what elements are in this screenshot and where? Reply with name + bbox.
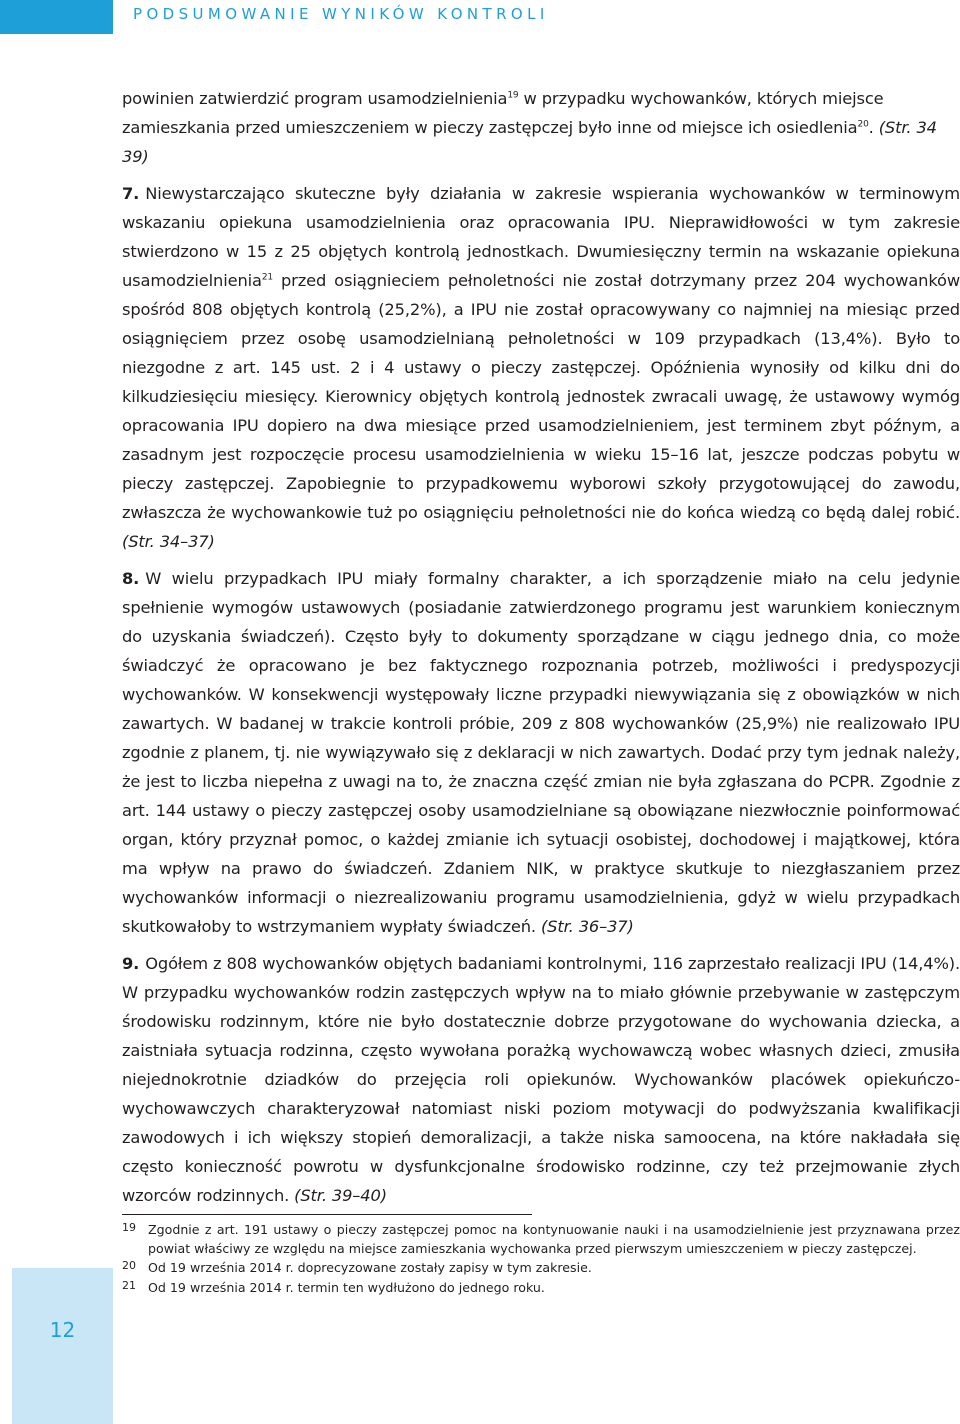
footnote-divider [122,1214,532,1215]
running-header-title: PODSUMOWANIE WYNIKÓW KONTROLI [133,5,549,23]
page-reference: (Str. 39–40) [294,1186,387,1205]
footnote-21 [122,1279,960,1298]
footnote-number: 20 [122,1259,136,1272]
main-text [122,84,960,1210]
footnote-text: Od 19 września 2014 r. termin ten wydłużono do jednego roku. [148,1279,545,1295]
page-number-box [12,1268,113,1424]
page-reference: (Str. 36–37) [540,917,634,936]
footnote-text: Zgodnie z art. 191 ustawy o pieczy zastępczej pomoc na kontynuowanie nauki i na usamodzielnienie jest przyznawana przez powiat właściwy ze względu na miejsce zamieszkania wychowanka przed pierwszym umieszczeniem w pieczy zastępczej. [148,1222,960,1256]
footnote-text: Od 19 września 2014 r. doprecyzowane zostały zapisy w tym zakresie. [148,1260,592,1275]
paragraph-number: 8. [122,569,140,588]
footnote-number: 19 [122,1221,136,1234]
paragraph-8: 8. W wielu przypadkach IPU miały formalny charakter, a ich sporządzenie miało na celu jedynie spełnienie wymogów ustawowych (posiadanie zatwierdzonego programu jest warunkiem koniecznym do uzyskania świadczeń). Często były to dokumenty sporządzane w ciągu jednego dnia, co może świadczyć że opracowano je bez faktycznego rozpoznania potrzeb, możliwości i predyspozycji wychowanków. W konsekwencji występowały liczne przypadki niewywiązania się z obowiązków w nich zawartych. W badanej w trakcie kontroli próbie, 209 z 808 wychowanków (25,9%) nie realizowało IPU zgodnie z planem, tj. nie wywiązywało się z deklaracji w nich zawartych. Dodać przy tym jednak należy, że jest to liczba niepełna z uwagi na to, że znaczna część zmian nie była zgłaszana do PCPR. Zgodnie z art. 144 ustawy o pieczy zastępczej osoby usamodzielniane są obowiązane niezwłocznie poinformować organ, który przyznał pomoc, o każdej zmianie ich sytuacji osobistej, dochodowej i majątkowej, która ma wpływ na prawo do świadczeń. Zdaniem NIK, w praktyce skutkuje to niezgłaszaniem przez wychowanków informacji o niezrealizowaniu programu usamodzielnienia, gdyż w wielu przypadkach skutkowałoby to wstrzymaniem wypłaty świadczeń. (Str. 36–37) [122,569,960,936]
paragraph-number: 7. [122,184,140,203]
paragraph-7: 7. Niewystarczająco skuteczne były działania w zakresie wspierania wychowanków w terminowym wskazaniu opiekuna usamodzielnienia oraz opracowania IPU. Nieprawidłowości w tym zakresie stwierdzono w 15 z 25 objętych kontrolą jednostkach. Dwumiesięczny termin na wskazanie opiekuna usamodzielnienia$^{21}$ przed osiągnieciem pełnoletności nie został dotrzymany przez 204 wychowanków spośród 808 objętych kontrolą (25,2%), a IPU nie został opracowywany co najmniej na miesiąc przed osiągnięciem przez osobę usamodzielnianą pełnoletności w 109 przypadkach (13,4%). Było to niezgodne z art. 145 ust. 2 i 4 ustawy o pieczy zastępczej. Opóźnienia wynosiły od kilku dni do kilkudziesięciu miesięcy. Kierownicy objętych kontrolą jednostek zwracali uwagę, że ustawowy wymóg opracowania IPU dopiero na dwa miesiące przed usamodzielnieniem, jest terminem zbyt późnym, a zasadnym jest rozpoczęcie procesu usamodzielnienia w wieku 15–16 lat, jeszcze podczas pobytu w pieczy zastępczej. Zapobiegnie to przypadkowemu wyborowi szkoły przygotowującej do zawodu, zwłaszcza że wychowankowie tuż po osiągnięciu pełnoletności nie do końca wiedzą co będą dalej robić. (Str. 34–37) [122,184,960,551]
paragraph-number: 9. [122,954,140,973]
footnote-number: 21 [122,1278,136,1292]
footnote-20 [122,1259,960,1278]
footnotes [122,1221,960,1298]
page-reference: (Str. 34–37) [122,532,215,551]
footnote-ref-21[interactable]: 21 [261,272,273,283]
footnote-ref-19[interactable]: 19 [507,90,519,101]
footnote-ref-20[interactable]: 20 [857,119,869,130]
page-number: 12 [49,1318,76,1342]
header-color-bar [0,0,113,34]
footnote-19 [122,1221,960,1258]
page-reference: (Str. 34 39) [122,118,937,166]
intro-paragraph: powinien zatwierdzić program usamodzielnienia$^{19}$ w przypadku wychowanków, których miejsce zamieszkania przed umieszczeniem w pieczy zastępczej było inne od miejsce ich osiedlenia$^{20}$. (Str. 34 39) [122,89,937,166]
paragraph-9: 9. Ogółem z 808 wychowanków objętych badaniami kontrolnymi, 116 zaprzestało realizacji IPU (14,4%). W przypadku wychowanków rodzin zastępczych wpływ na to miało głównie przebywanie w zastępczym środowisku rodzinnym, które nie było dostatecznie dobrze przygotowane do wychowania dziecka, a zaistniała sytuacja rodzinna, często wywołana porażką wychowawczą wobec własnych dzieci, zmusiła niejednokrotnie dziadków do przejęcia roli opiekunów. Wychowanków placówek opiekuńczo-wychowawczych charakteryzował natomiast niski poziom motywacji do podwyższania kwalifikacji zawodowych i ich większy stopień demoralizacji, a także niska samoocena, na które nakładała się często konieczność powrotu w dysfunkcjonalne środowisko rodzinne, czy też przejmowanie złych wzorców rodzinnych. (Str. 39–40) [122,954,960,1205]
